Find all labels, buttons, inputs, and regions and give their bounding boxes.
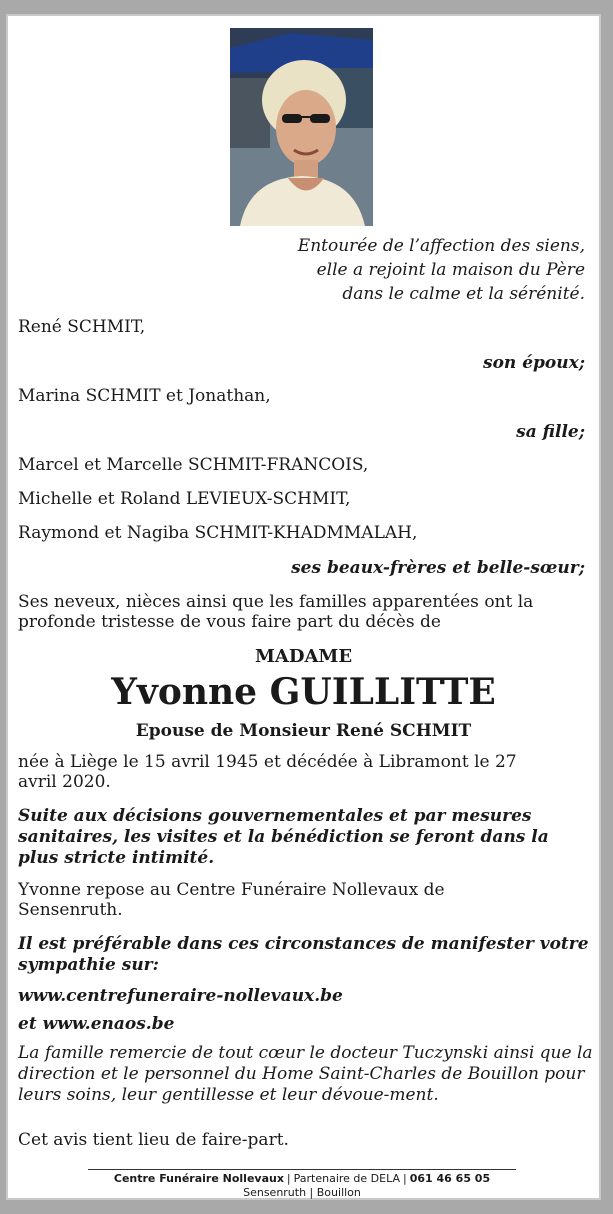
- daughter-name: Marina SCHMIT et Jonathan,: [18, 386, 271, 406]
- intro-line: Entourée de l’affection des siens,: [297, 236, 585, 256]
- repose-notice: Yvonne repose au Centre Funéraire Nollevaux de Sensenruth.: [18, 880, 445, 920]
- birth-death-dates: née à Liège le 15 avril 1945 et décédée à Libramont le 27 avril 2020.: [18, 752, 517, 792]
- daughter-role: sa fille;: [516, 422, 585, 442]
- inlaw-name: Michelle et Roland LEVIEUX-SCHMIT,: [18, 489, 351, 509]
- restrictions-notice: Suite aux décisions gouvernementales et par mesures sanitaires, les visites et la bénédiction se feront dans la plus stricte intimité.: [18, 806, 549, 868]
- footer-location: Sensenruth | Bouillon: [243, 1186, 361, 1199]
- announcement-text: Ses neveux, nièces ainsi que les familles apparentées ont la profonde tristesse de vous faire part du décès de: [18, 592, 534, 632]
- husband-name: René SCHMIT,: [18, 317, 146, 337]
- portrait-illustration: [230, 28, 373, 226]
- closing-line: Cet avis tient lieu de faire-part.: [18, 1130, 289, 1150]
- deceased-name: Yvonne GUILLITTE: [111, 671, 496, 713]
- husband-role: son époux;: [483, 353, 585, 373]
- sympathy-notice: Il est préférable dans ces circonstances de manifester votre sympathie sur:: [18, 934, 589, 975]
- inlaws-role: ses beaux-frères et belle-sœur;: [291, 558, 585, 578]
- footer-company: Centre Funéraire Nollevaux: [113, 1172, 284, 1185]
- obituary-notice: [6, 14, 601, 1200]
- footer-phone: 061 46 65 05: [409, 1172, 491, 1185]
- portrait-photo: [230, 28, 373, 226]
- footer-line-1: Centre Funéraire Nollevaux | Partenaire de DELA | 061 46 65 05: [113, 1172, 491, 1185]
- deceased-title: MADAME: [254, 646, 353, 667]
- funeral-home-footer: [88, 1169, 516, 1200]
- intro-line: dans le calme et la sérénité.: [342, 284, 585, 304]
- spouse-line: Epouse de Monsieur René SCHMIT: [135, 721, 472, 741]
- inlaw-name: Marcel et Marcelle SCHMIT-FRANCOIS,: [18, 455, 369, 475]
- footer-partner: Partenaire de DELA: [293, 1172, 401, 1185]
- intro-verse: [298, 234, 585, 306]
- intro-line: elle a rejoint la maison du Père: [316, 260, 585, 280]
- website-link-2[interactable]: et www.enaos.be: [18, 1014, 175, 1034]
- thanks-notice: La famille remercie de tout cœur le docteur Tuczynski ainsi que la direction et le personnel du Home Saint-Charles de Bouillon pour leurs soins, leur gentillesse et leur dévoue-ment.: [18, 1043, 593, 1105]
- inlaw-name: Raymond et Nagiba SCHMIT-KHADMMALAH,: [18, 523, 418, 543]
- website-link-1[interactable]: www.centrefuneraire-nollevaux.be: [18, 986, 343, 1006]
